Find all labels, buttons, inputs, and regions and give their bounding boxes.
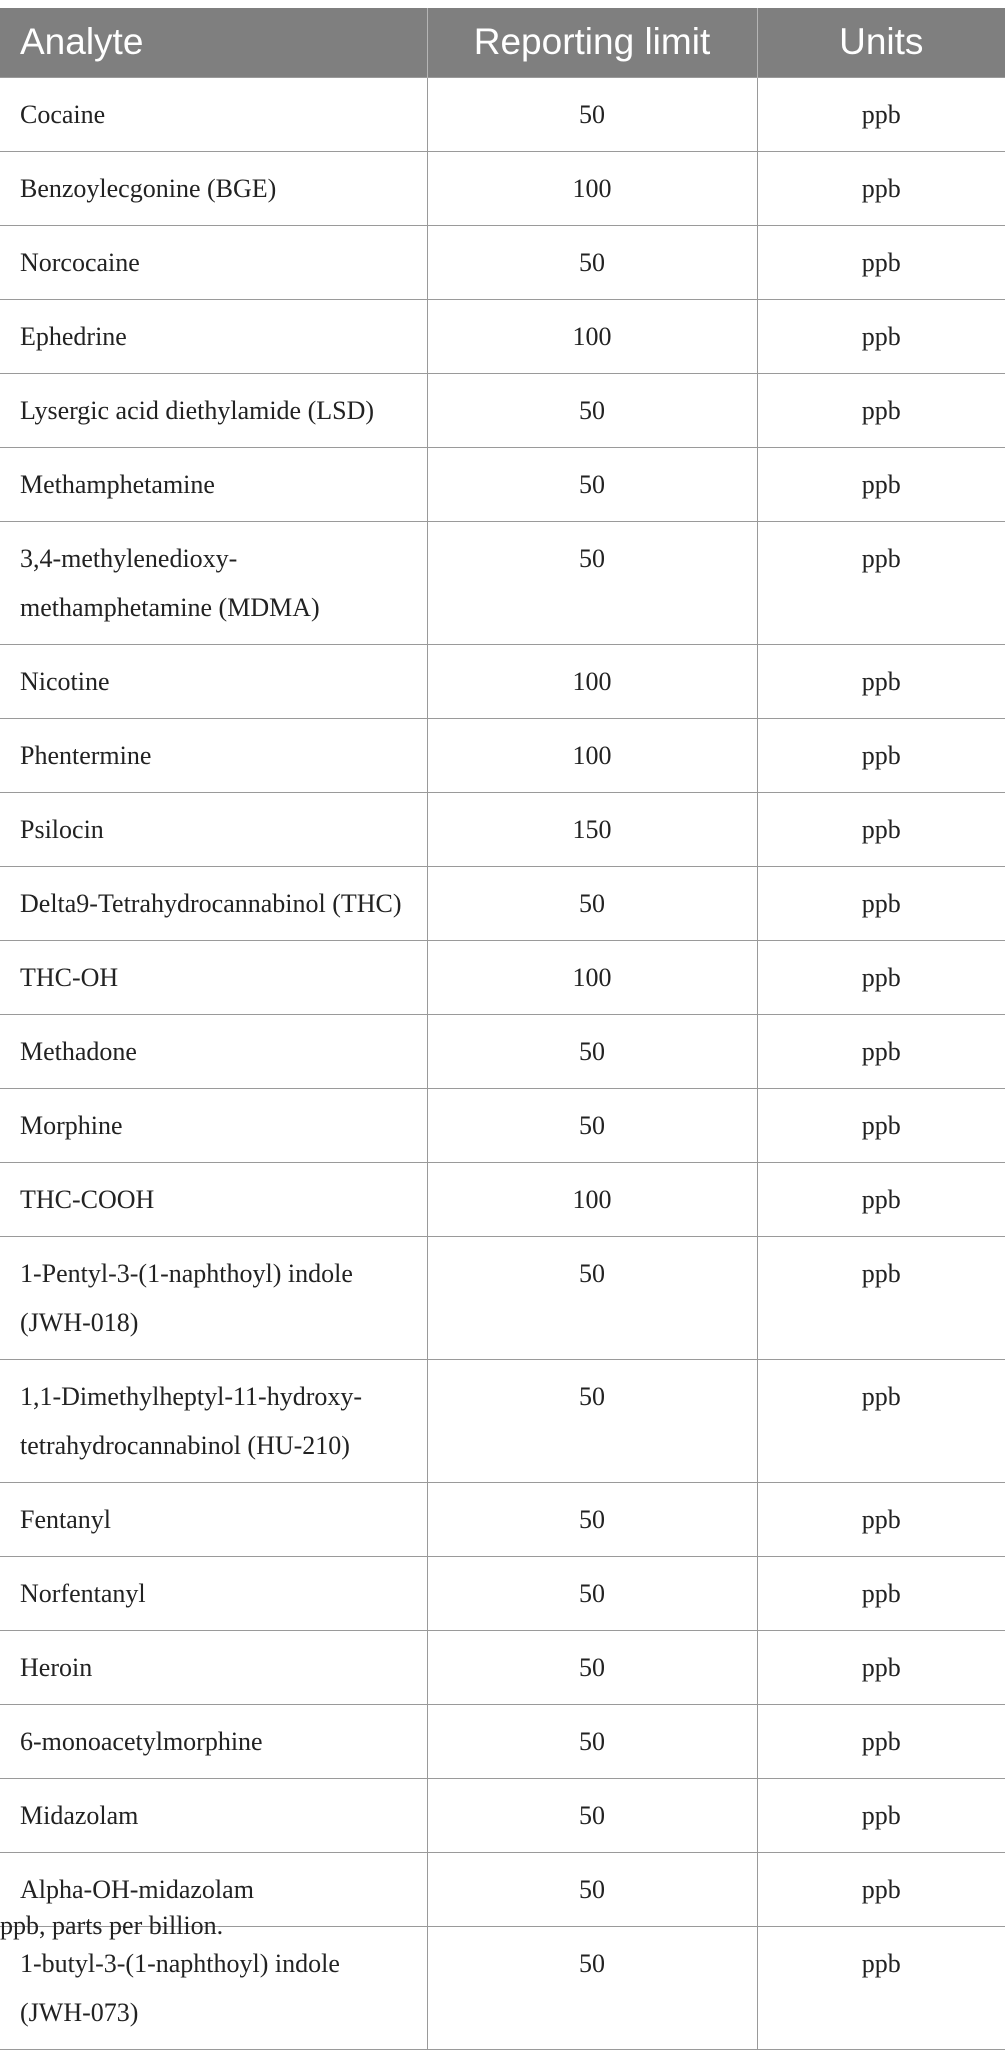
table-row <box>0 1926 1005 2049</box>
table-footnote: ppb, parts per billion. <box>0 1911 224 1940</box>
table-row <box>0 521 1005 644</box>
table-row <box>0 1778 1005 1852</box>
reporting-limits-table-wrap <box>0 8 1005 2050</box>
table-row <box>0 447 1005 521</box>
table-row <box>0 151 1005 225</box>
reporting-limits-table <box>0 8 1005 2050</box>
cell-units: ppb <box>757 77 1005 151</box>
cell-reporting-limit: 50 <box>427 1014 757 1088</box>
cell-units: ppb <box>757 792 1005 866</box>
cell-analyte: Ephedrine <box>0 299 427 373</box>
table-row <box>0 792 1005 866</box>
table-row <box>0 1014 1005 1088</box>
header-units: Units <box>839 21 924 63</box>
table-row <box>0 1088 1005 1162</box>
cell-reporting-limit: 50 <box>427 1088 757 1162</box>
cell-reporting-limit: 100 <box>427 151 757 225</box>
cell-reporting-limit: 50 <box>427 1704 757 1778</box>
cell-analyte: Benzoylecgonine (BGE) <box>0 151 427 225</box>
cell-analyte: Cocaine <box>0 77 427 151</box>
cell-analyte: 1-Pentyl-3-(1-naphthoyl) indole (JWH-018) <box>0 1236 427 1359</box>
cell-reporting-limit: 50 <box>427 1556 757 1630</box>
cell-reporting-limit: 50 <box>427 1926 757 2049</box>
table-header <box>0 8 1005 77</box>
table-row <box>0 1482 1005 1556</box>
cell-reporting-limit: 50 <box>427 1482 757 1556</box>
cell-units: ppb <box>757 1236 1005 1359</box>
cell-analyte: THC-COOH <box>0 1162 427 1236</box>
cell-units: ppb <box>757 1162 1005 1236</box>
cell-units: ppb <box>757 151 1005 225</box>
header-analyte: Analyte <box>0 8 427 77</box>
cell-reporting-limit: 50 <box>427 1630 757 1704</box>
cell-units: ppb <box>757 1778 1005 1852</box>
table-row <box>0 940 1005 1014</box>
cell-reporting-limit: 50 <box>427 77 757 151</box>
cell-reporting-limit: 100 <box>427 299 757 373</box>
cell-units: ppb <box>757 373 1005 447</box>
cell-units: ppb <box>757 299 1005 373</box>
cell-units: ppb <box>757 1556 1005 1630</box>
table-row <box>0 299 1005 373</box>
cell-units: ppb <box>757 644 1005 718</box>
cell-analyte: 3,4-methylenedioxy-methamphetamine (MDMA) <box>0 521 427 644</box>
cell-analyte: Nicotine <box>0 644 427 718</box>
header-reporting-limit: Reporting limit <box>427 8 757 77</box>
cell-analyte: Alpha-OH-midazolam <box>0 1852 427 1926</box>
cell-reporting-limit: 100 <box>427 644 757 718</box>
cell-analyte: Delta9-Tetrahydrocannabinol (THC) <box>0 866 427 940</box>
cell-reporting-limit: 100 <box>427 718 757 792</box>
cell-reporting-limit: 50 <box>427 521 757 644</box>
cell-units: ppb <box>757 1482 1005 1556</box>
table-row <box>0 1162 1005 1236</box>
cell-reporting-limit: 150 <box>427 792 757 866</box>
table-row <box>0 1236 1005 1359</box>
cell-units: ppb <box>757 1704 1005 1778</box>
cell-analyte: Midazolam <box>0 1778 427 1852</box>
cell-analyte: Psilocin <box>0 792 427 866</box>
cell-units: ppb <box>757 447 1005 521</box>
cell-units: ppb <box>757 1630 1005 1704</box>
header-row <box>0 8 1005 77</box>
table-row <box>0 1704 1005 1778</box>
table-row <box>0 866 1005 940</box>
cell-units: ppb <box>757 1359 1005 1482</box>
table-row <box>0 718 1005 792</box>
cell-reporting-limit: 50 <box>427 866 757 940</box>
cell-units: ppb <box>757 718 1005 792</box>
cell-reporting-limit: 50 <box>427 447 757 521</box>
cell-reporting-limit: 100 <box>427 940 757 1014</box>
table-row <box>0 1556 1005 1630</box>
cell-analyte: THC-OH <box>0 940 427 1014</box>
table-row <box>0 1359 1005 1482</box>
cell-units: ppb <box>757 225 1005 299</box>
cell-reporting-limit: 50 <box>427 1778 757 1852</box>
table-row <box>0 225 1005 299</box>
cell-analyte: Norfentanyl <box>0 1556 427 1630</box>
table-row <box>0 1630 1005 1704</box>
cell-reporting-limit: 50 <box>427 1852 757 1926</box>
cell-analyte: 1,1-Dimethylheptyl-11-hydroxy-tetrahydrocannabinol (HU-210) <box>0 1359 427 1482</box>
cell-analyte: Morphine <box>0 1088 427 1162</box>
cell-analyte: Norcocaine <box>0 225 427 299</box>
table-body <box>0 77 1005 2049</box>
cell-analyte: 6-monoacetylmorphine <box>0 1704 427 1778</box>
cell-units: ppb <box>757 940 1005 1014</box>
cell-analyte: Heroin <box>0 1630 427 1704</box>
cell-units: ppb <box>757 1014 1005 1088</box>
table-row <box>0 644 1005 718</box>
cell-reporting-limit: 100 <box>427 1162 757 1236</box>
cell-units: ppb <box>757 1088 1005 1162</box>
cell-analyte: 1-butyl-3-(1-naphthoyl) indole (JWH-073) <box>0 1926 427 2049</box>
cell-units: ppb <box>757 521 1005 644</box>
cell-reporting-limit: 50 <box>427 373 757 447</box>
table-row <box>0 77 1005 151</box>
cell-analyte: Lysergic acid diethylamide (LSD) <box>0 373 427 447</box>
cell-analyte: Phentermine <box>0 718 427 792</box>
cell-analyte: Fentanyl <box>0 1482 427 1556</box>
cell-reporting-limit: 50 <box>427 1359 757 1482</box>
cell-units: ppb <box>757 866 1005 940</box>
cell-reporting-limit: 50 <box>427 1236 757 1359</box>
table-row <box>0 373 1005 447</box>
cell-analyte: Methamphetamine <box>0 447 427 521</box>
cell-units: ppb <box>757 1852 1005 1926</box>
cell-units: ppb <box>757 1926 1005 2049</box>
cell-analyte: Methadone <box>0 1014 427 1088</box>
cell-reporting-limit: 50 <box>427 225 757 299</box>
